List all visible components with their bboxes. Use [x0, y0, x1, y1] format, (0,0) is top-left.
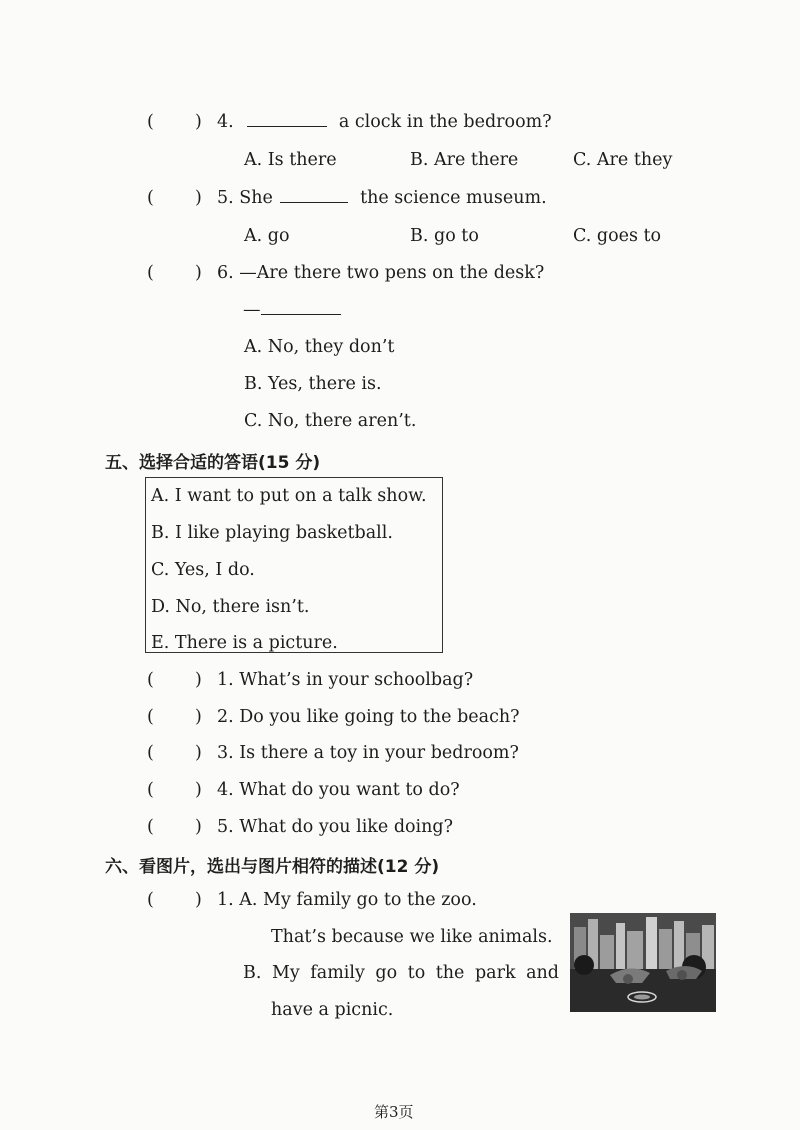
- word: go: [375, 963, 398, 983]
- paren-open: (: [147, 890, 154, 910]
- paren-open: (: [147, 817, 154, 837]
- word: park: [474, 963, 516, 983]
- fill-blank[interactable]: [261, 300, 341, 315]
- option-a-continuation: That’s because we like animals.: [271, 927, 553, 947]
- question-text: —Are there two pens on the desk?: [239, 263, 545, 283]
- question-text-before: She: [239, 188, 273, 208]
- option-c: C. goes to: [573, 226, 662, 246]
- s5-question-2: 2. Do you like going to the beach?: [217, 707, 520, 727]
- paren-close: ): [195, 743, 202, 763]
- question-4-stem: [217, 112, 552, 132]
- page-number: 第3页: [374, 1103, 414, 1121]
- paren-open: (: [147, 780, 154, 800]
- paren-close: ): [195, 670, 202, 690]
- question-text-after: the science museum.: [360, 188, 547, 208]
- question-number: 4.: [217, 112, 234, 132]
- question-number: 6.: [217, 263, 234, 283]
- word: to: [407, 963, 426, 983]
- paren-close: ): [195, 263, 202, 283]
- word: the: [435, 963, 465, 983]
- city-skyline-illustration: [570, 913, 716, 1012]
- s6-q1-option-a: [217, 890, 477, 910]
- question-5-stem: [217, 188, 547, 208]
- question-number: 5.: [217, 188, 234, 208]
- option-b: B. Are there: [410, 150, 519, 170]
- answer-line: [243, 300, 341, 320]
- paren-open: (: [147, 707, 154, 727]
- paren-close: ): [195, 188, 202, 208]
- option-label: B.: [243, 963, 262, 983]
- word: My: [271, 963, 300, 983]
- fill-blank[interactable]: [280, 188, 348, 203]
- option-c: C. No, there aren’t.: [244, 411, 417, 431]
- option-b: B. go to: [410, 226, 479, 246]
- paren-open: (: [147, 670, 154, 690]
- s6-q1-option-b: [243, 963, 559, 983]
- box-option-c: C. Yes, I do.: [151, 560, 255, 580]
- paren-open: (: [147, 112, 154, 132]
- paren-close: ): [195, 112, 202, 132]
- s5-question-5: 5. What do you like doing?: [217, 817, 454, 837]
- section-5-title: 五、选择合适的答语(15 分): [105, 453, 321, 473]
- option-a: A. Is there: [244, 150, 337, 170]
- paren-close: ): [195, 707, 202, 727]
- option-b-continuation: have a picnic.: [271, 1000, 394, 1020]
- option-a: A. No, they don’t: [244, 337, 395, 357]
- s5-question-4: 4. What do you want to do?: [217, 780, 460, 800]
- s5-question-3: 3. Is there a toy in your bedroom?: [217, 743, 519, 763]
- answer-options-box: [145, 477, 443, 653]
- option-b: B. Yes, there is.: [244, 374, 382, 394]
- paren-open: (: [147, 188, 154, 208]
- paren-open: (: [147, 743, 154, 763]
- question-number: 1.: [217, 890, 234, 910]
- option-a: A. go: [244, 226, 290, 246]
- question-6-stem: [217, 263, 544, 283]
- word: family: [310, 963, 365, 983]
- fill-blank[interactable]: [247, 112, 327, 127]
- dash: —: [243, 300, 261, 320]
- paren-open: (: [147, 263, 154, 283]
- box-option-d: D. No, there isn’t.: [151, 597, 310, 617]
- option-a-text: A. My family go to the zoo.: [239, 890, 477, 910]
- word: and: [526, 963, 559, 983]
- question-text: a clock in the bedroom?: [338, 112, 552, 132]
- paren-close: ): [195, 817, 202, 837]
- section-6-title: 六、看图片，选出与图片相符的描述(12 分): [105, 857, 440, 877]
- box-option-e: E. There is a picture.: [151, 633, 338, 653]
- park-picnic-photo: [570, 913, 716, 1012]
- box-option-a: A. I want to put on a talk show.: [151, 486, 427, 506]
- s5-question-1: 1. What’s in your schoolbag?: [217, 670, 474, 690]
- paren-close: ): [195, 780, 202, 800]
- option-c: C. Are they: [573, 150, 673, 170]
- box-option-b: B. I like playing basketball.: [151, 523, 393, 543]
- paren-close: ): [195, 890, 202, 910]
